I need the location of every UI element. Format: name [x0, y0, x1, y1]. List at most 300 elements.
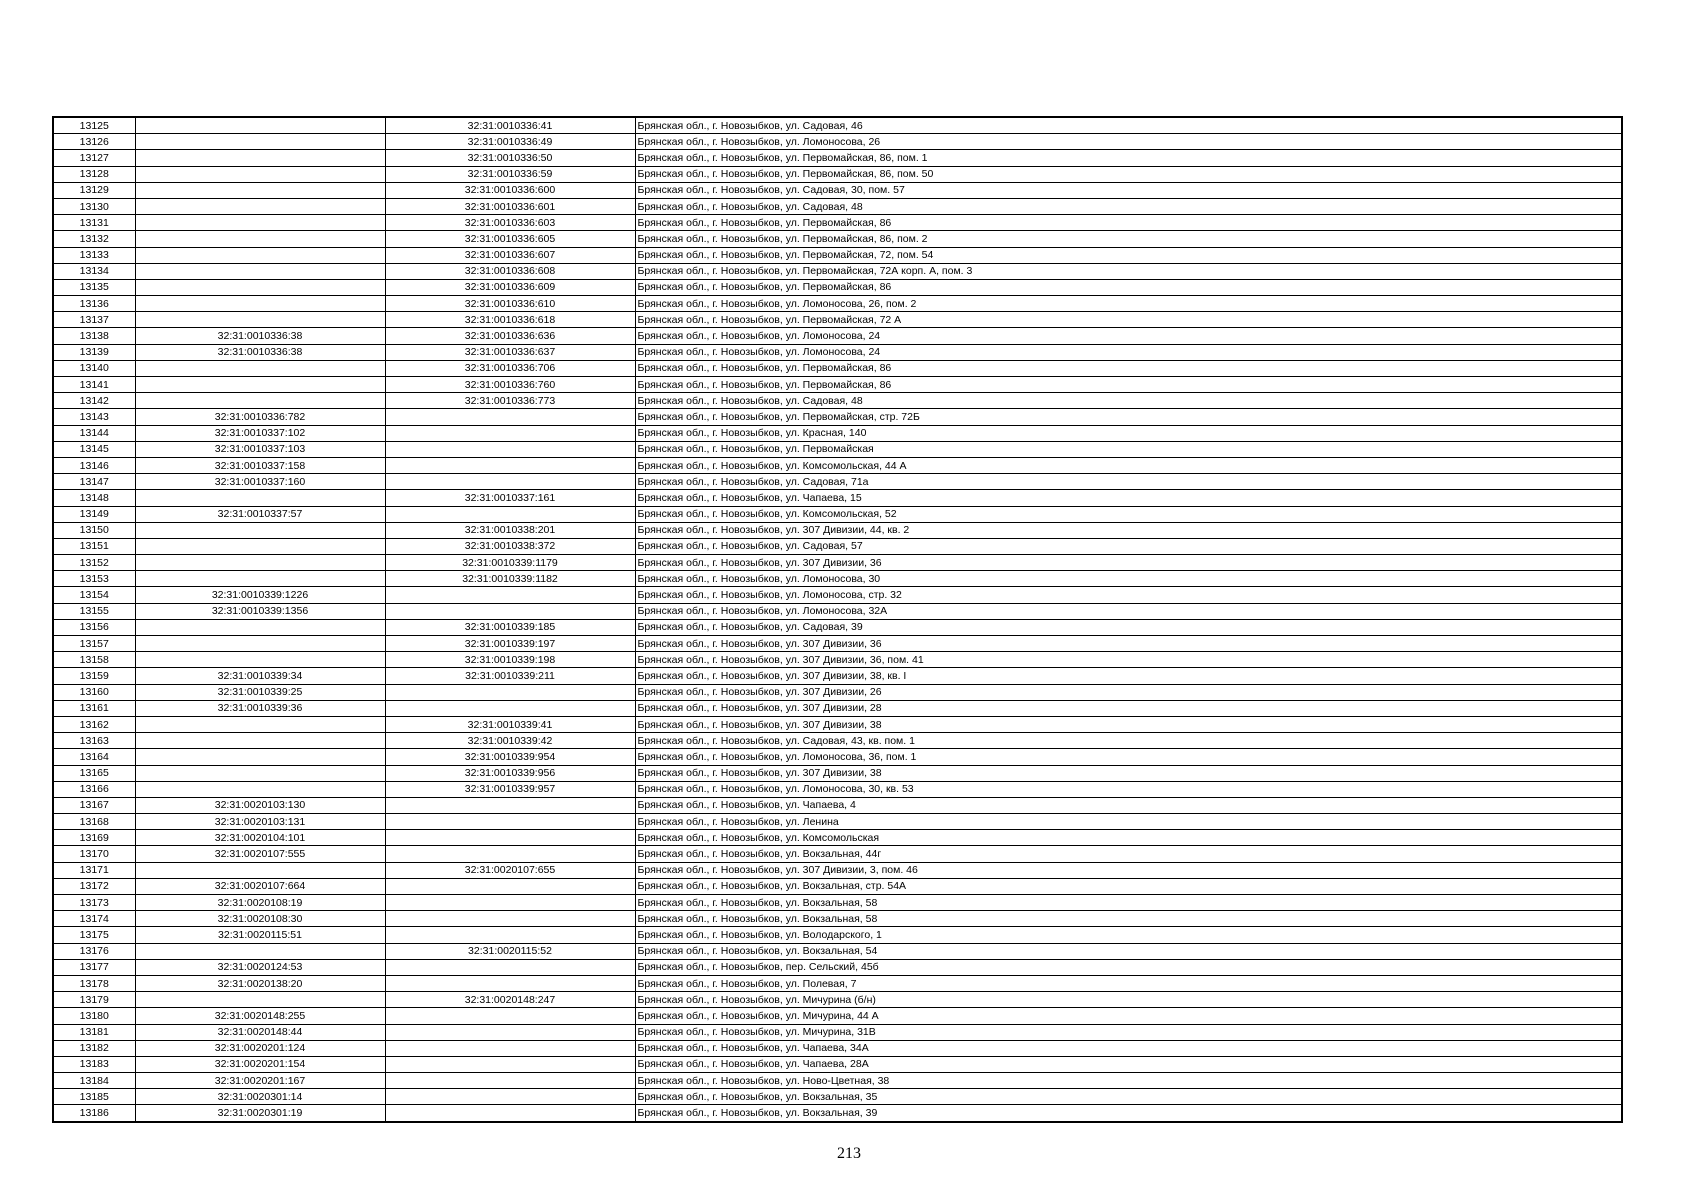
- parcel-cadastral-number-cell: [135, 636, 385, 652]
- parcel-cadastral-number-cell: [135, 619, 385, 635]
- building-cadastral-number-cell: [385, 878, 635, 894]
- address-cell: Брянская обл., г. Новозыбков, ул. Садовая, 48: [635, 393, 1622, 409]
- table-row: [53, 587, 1622, 603]
- building-cadastral-number-cell: 32:31:0010336:636: [385, 328, 635, 344]
- row-number-cell: 13186: [53, 1105, 135, 1122]
- parcel-cadastral-number-cell: [135, 781, 385, 797]
- parcel-cadastral-number-cell: 32:31:0010337:102: [135, 425, 385, 441]
- parcel-cadastral-number-cell: [135, 150, 385, 166]
- parcel-cadastral-number-cell: [135, 522, 385, 538]
- building-cadastral-number-cell: [385, 441, 635, 457]
- parcel-cadastral-number-cell: 32:31:0020148:44: [135, 1024, 385, 1040]
- parcel-cadastral-number-cell: 32:31:0020301:19: [135, 1105, 385, 1122]
- parcel-cadastral-number-cell: 32:31:0020138:20: [135, 975, 385, 991]
- table-row: [53, 668, 1622, 684]
- building-cadastral-number-cell: [385, 474, 635, 490]
- property-table-body: [53, 117, 1622, 1122]
- row-number-cell: 13135: [53, 279, 135, 295]
- table-row: [53, 975, 1622, 991]
- address-cell: Брянская обл., г. Новозыбков, ул. Первомайская, 86: [635, 360, 1622, 376]
- address-cell: Брянская обл., г. Новозыбков, ул. Мичурина, 44 А: [635, 1008, 1622, 1024]
- building-cadastral-number-cell: 32:31:0010336:49: [385, 134, 635, 150]
- table-row: [53, 797, 1622, 813]
- row-number-cell: 13148: [53, 490, 135, 506]
- address-cell: Брянская обл., г. Новозыбков, ул. Садовая, 39: [635, 619, 1622, 635]
- parcel-cadastral-number-cell: [135, 117, 385, 134]
- building-cadastral-number-cell: 32:31:0010339:211: [385, 668, 635, 684]
- address-cell: Брянская обл., г. Новозыбков, ул. 307 Дивизии, 28: [635, 700, 1622, 716]
- table-row: [53, 878, 1622, 894]
- parcel-cadastral-number-cell: 32:31:0010339:1356: [135, 603, 385, 619]
- building-cadastral-number-cell: 32:31:0010339:956: [385, 765, 635, 781]
- address-cell: Брянская обл., г. Новозыбков, ул. Чапаева, 34А: [635, 1040, 1622, 1056]
- building-cadastral-number-cell: 32:31:0010339:42: [385, 733, 635, 749]
- table-row: [53, 457, 1622, 473]
- building-cadastral-number-cell: 32:31:0010336:609: [385, 279, 635, 295]
- parcel-cadastral-number-cell: 32:31:0010337:57: [135, 506, 385, 522]
- parcel-cadastral-number-cell: 32:31:0010337:158: [135, 457, 385, 473]
- table-row: [53, 231, 1622, 247]
- parcel-cadastral-number-cell: [135, 943, 385, 959]
- address-cell: Брянская обл., г. Новозыбков, ул. Первомайская, 72 А: [635, 312, 1622, 328]
- address-cell: Брянская обл., г. Новозыбков, ул. 307 Дивизии, 38: [635, 765, 1622, 781]
- address-cell: Брянская обл., г. Новозыбков, ул. Вокзальная, 58: [635, 911, 1622, 927]
- table-row: [53, 263, 1622, 279]
- parcel-cadastral-number-cell: [135, 765, 385, 781]
- table-row: [53, 247, 1622, 263]
- table-row: [53, 490, 1622, 506]
- row-number-cell: 13173: [53, 895, 135, 911]
- row-number-cell: 13176: [53, 943, 135, 959]
- row-number-cell: 13144: [53, 425, 135, 441]
- address-cell: Брянская обл., г. Новозыбков, ул. Садовая, 48: [635, 198, 1622, 214]
- address-cell: Брянская обл., г. Новозыбков, ул. Ленина: [635, 814, 1622, 830]
- row-number-cell: 13165: [53, 765, 135, 781]
- building-cadastral-number-cell: [385, 797, 635, 813]
- building-cadastral-number-cell: 32:31:0010336:600: [385, 182, 635, 198]
- row-number-cell: 13141: [53, 377, 135, 393]
- row-number-cell: 13178: [53, 975, 135, 991]
- building-cadastral-number-cell: [385, 684, 635, 700]
- parcel-cadastral-number-cell: 32:31:0020104:101: [135, 830, 385, 846]
- table-row: [53, 377, 1622, 393]
- row-number-cell: 13145: [53, 441, 135, 457]
- address-cell: Брянская обл., г. Новозыбков, ул. Садовая, 46: [635, 117, 1622, 134]
- building-cadastral-number-cell: 32:31:0010336:760: [385, 377, 635, 393]
- address-cell: Брянская обл., г. Новозыбков, ул. 307 Дивизии, 44, кв. 2: [635, 522, 1622, 538]
- parcel-cadastral-number-cell: 32:31:0020108:19: [135, 895, 385, 911]
- row-number-cell: 13159: [53, 668, 135, 684]
- table-row: [53, 619, 1622, 635]
- parcel-cadastral-number-cell: 32:31:0010336:38: [135, 344, 385, 360]
- address-cell: Брянская обл., г. Новозыбков, ул. Первомайская, 86: [635, 279, 1622, 295]
- address-cell: Брянская обл., г. Новозыбков, ул. Садовая, 30, пом. 57: [635, 182, 1622, 198]
- table-row: [53, 862, 1622, 878]
- address-cell: Брянская обл., г. Новозыбков, ул. Ломоносова, 24: [635, 344, 1622, 360]
- address-cell: Брянская обл., г. Новозыбков, ул. 307 Дивизии, 36, пом. 41: [635, 652, 1622, 668]
- parcel-cadastral-number-cell: [135, 571, 385, 587]
- building-cadastral-number-cell: 32:31:0020115:52: [385, 943, 635, 959]
- table-row: [53, 360, 1622, 376]
- table-row: [53, 959, 1622, 975]
- table-row: [53, 198, 1622, 214]
- building-cadastral-number-cell: 32:31:0010336:608: [385, 263, 635, 279]
- table-row: [53, 684, 1622, 700]
- address-cell: Брянская обл., г. Новозыбков, ул. Садовая, 43, кв. пом. 1: [635, 733, 1622, 749]
- row-number-cell: 13139: [53, 344, 135, 360]
- address-cell: Брянская обл., г. Новозыбков, ул. Мичурина (б/н): [635, 992, 1622, 1008]
- property-table: [52, 116, 1623, 1123]
- table-row: [53, 992, 1622, 1008]
- parcel-cadastral-number-cell: 32:31:0020148:255: [135, 1008, 385, 1024]
- table-row: [53, 571, 1622, 587]
- row-number-cell: 13157: [53, 636, 135, 652]
- table-row: [53, 830, 1622, 846]
- building-cadastral-number-cell: 32:31:0010336:50: [385, 150, 635, 166]
- building-cadastral-number-cell: 32:31:0020148:247: [385, 992, 635, 1008]
- address-cell: Брянская обл., г. Новозыбков, ул. Ново-Цветная, 38: [635, 1073, 1622, 1089]
- parcel-cadastral-number-cell: 32:31:0020115:51: [135, 927, 385, 943]
- address-cell: Брянская обл., г. Новозыбков, ул. Мичурина, 31В: [635, 1024, 1622, 1040]
- building-cadastral-number-cell: 32:31:0010336:607: [385, 247, 635, 263]
- building-cadastral-number-cell: 32:31:0010336:59: [385, 166, 635, 182]
- building-cadastral-number-cell: 32:31:0010338:372: [385, 538, 635, 554]
- address-cell: Брянская обл., г. Новозыбков, ул. Садовая, 57: [635, 538, 1622, 554]
- row-number-cell: 13153: [53, 571, 135, 587]
- row-number-cell: 13140: [53, 360, 135, 376]
- parcel-cadastral-number-cell: [135, 198, 385, 214]
- row-number-cell: 13138: [53, 328, 135, 344]
- building-cadastral-number-cell: 32:31:0010336:637: [385, 344, 635, 360]
- address-cell: Брянская обл., г. Новозыбков, ул. Первомайская, 86, пом. 1: [635, 150, 1622, 166]
- building-cadastral-number-cell: [385, 830, 635, 846]
- parcel-cadastral-number-cell: [135, 490, 385, 506]
- building-cadastral-number-cell: [385, 911, 635, 927]
- building-cadastral-number-cell: [385, 1040, 635, 1056]
- address-cell: Брянская обл., г. Новозыбков, ул. Ломоносова, 32А: [635, 603, 1622, 619]
- address-cell: Брянская обл., г. Новозыбков, ул. Вокзальная, 54: [635, 943, 1622, 959]
- table-row: [53, 652, 1622, 668]
- address-cell: Брянская обл., г. Новозыбков, ул. 307 Дивизии, 38: [635, 716, 1622, 732]
- row-number-cell: 13151: [53, 538, 135, 554]
- parcel-cadastral-number-cell: [135, 279, 385, 295]
- table-row: [53, 927, 1622, 943]
- table-row: [53, 1073, 1622, 1089]
- address-cell: Брянская обл., г. Новозыбков, ул. Вокзальная, 58: [635, 895, 1622, 911]
- row-number-cell: 13133: [53, 247, 135, 263]
- parcel-cadastral-number-cell: [135, 215, 385, 231]
- row-number-cell: 13155: [53, 603, 135, 619]
- address-cell: Брянская обл., г. Новозыбков, ул. Первомайская, 86: [635, 215, 1622, 231]
- building-cadastral-number-cell: 32:31:0010336:41: [385, 117, 635, 134]
- table-row: [53, 117, 1622, 134]
- building-cadastral-number-cell: [385, 1089, 635, 1105]
- table-row: [53, 895, 1622, 911]
- table-row: [53, 749, 1622, 765]
- address-cell: Брянская обл., г. Новозыбков, ул. 307 Дивизии, 38, кв. I: [635, 668, 1622, 684]
- parcel-cadastral-number-cell: 32:31:0020201:167: [135, 1073, 385, 1089]
- building-cadastral-number-cell: 32:31:0010339:198: [385, 652, 635, 668]
- building-cadastral-number-cell: [385, 975, 635, 991]
- parcel-cadastral-number-cell: 32:31:0010337:103: [135, 441, 385, 457]
- row-number-cell: 13170: [53, 846, 135, 862]
- row-number-cell: 13160: [53, 684, 135, 700]
- row-number-cell: 13149: [53, 506, 135, 522]
- building-cadastral-number-cell: [385, 895, 635, 911]
- row-number-cell: 13156: [53, 619, 135, 635]
- parcel-cadastral-number-cell: [135, 134, 385, 150]
- building-cadastral-number-cell: 32:31:0010339:185: [385, 619, 635, 635]
- row-number-cell: 13163: [53, 733, 135, 749]
- table-row: [53, 425, 1622, 441]
- parcel-cadastral-number-cell: 32:31:0010336:38: [135, 328, 385, 344]
- row-number-cell: 13167: [53, 797, 135, 813]
- address-cell: Брянская обл., г. Новозыбков, ул. 307 Дивизии, 3, пом. 46: [635, 862, 1622, 878]
- parcel-cadastral-number-cell: 32:31:0010339:36: [135, 700, 385, 716]
- table-row: [53, 765, 1622, 781]
- table-row: [53, 166, 1622, 182]
- building-cadastral-number-cell: 32:31:0010339:1182: [385, 571, 635, 587]
- parcel-cadastral-number-cell: 32:31:0020107:664: [135, 878, 385, 894]
- row-number-cell: 13143: [53, 409, 135, 425]
- table-row: [53, 781, 1622, 797]
- address-cell: Брянская обл., г. Новозыбков, ул. Чапаева, 4: [635, 797, 1622, 813]
- row-number-cell: 13158: [53, 652, 135, 668]
- parcel-cadastral-number-cell: 32:31:0020107:555: [135, 846, 385, 862]
- parcel-cadastral-number-cell: 32:31:0020103:131: [135, 814, 385, 830]
- parcel-cadastral-number-cell: 32:31:0010337:160: [135, 474, 385, 490]
- building-cadastral-number-cell: 32:31:0010339:197: [385, 636, 635, 652]
- address-cell: Брянская обл., г. Новозыбков, ул. Ломоносова, 26, пом. 2: [635, 296, 1622, 312]
- address-cell: Брянская обл., г. Новозыбков, ул. Комсомольская, 44 А: [635, 457, 1622, 473]
- row-number-cell: 13172: [53, 878, 135, 894]
- parcel-cadastral-number-cell: [135, 377, 385, 393]
- row-number-cell: 13132: [53, 231, 135, 247]
- table-row: [53, 182, 1622, 198]
- row-number-cell: 13162: [53, 716, 135, 732]
- row-number-cell: 13150: [53, 522, 135, 538]
- address-cell: Брянская обл., г. Новозыбков, пер. Сельский, 45б: [635, 959, 1622, 975]
- address-cell: Брянская обл., г. Новозыбков, ул. Красная, 140: [635, 425, 1622, 441]
- building-cadastral-number-cell: [385, 425, 635, 441]
- building-cadastral-number-cell: [385, 1056, 635, 1072]
- parcel-cadastral-number-cell: 32:31:0020201:154: [135, 1056, 385, 1072]
- table-row: [53, 312, 1622, 328]
- table-row: [53, 538, 1622, 554]
- address-cell: Брянская обл., г. Новозыбков, ул. Ломоносова, 26: [635, 134, 1622, 150]
- row-number-cell: 13136: [53, 296, 135, 312]
- building-cadastral-number-cell: 32:31:0010339:41: [385, 716, 635, 732]
- table-row: [53, 603, 1622, 619]
- table-row: [53, 1024, 1622, 1040]
- address-cell: Брянская обл., г. Новозыбков, ул. Ломоносова, 30, кв. 53: [635, 781, 1622, 797]
- building-cadastral-number-cell: [385, 814, 635, 830]
- parcel-cadastral-number-cell: 32:31:0020103:130: [135, 797, 385, 813]
- building-cadastral-number-cell: [385, 457, 635, 473]
- building-cadastral-number-cell: [385, 927, 635, 943]
- parcel-cadastral-number-cell: [135, 182, 385, 198]
- parcel-cadastral-number-cell: [135, 231, 385, 247]
- parcel-cadastral-number-cell: 32:31:0020108:30: [135, 911, 385, 927]
- parcel-cadastral-number-cell: 32:31:0020124:53: [135, 959, 385, 975]
- address-cell: Брянская обл., г. Новозыбков, ул. Первомайская, 86: [635, 377, 1622, 393]
- table-row: [53, 344, 1622, 360]
- address-cell: Брянская обл., г. Новозыбков, ул. Ломоносова, 24: [635, 328, 1622, 344]
- parcel-cadastral-number-cell: [135, 749, 385, 765]
- address-cell: Брянская обл., г. Новозыбков, ул. Комсомольская: [635, 830, 1622, 846]
- building-cadastral-number-cell: [385, 587, 635, 603]
- parcel-cadastral-number-cell: [135, 716, 385, 732]
- building-cadastral-number-cell: 32:31:0010337:161: [385, 490, 635, 506]
- address-cell: Брянская обл., г. Новозыбков, ул. Первомайская: [635, 441, 1622, 457]
- building-cadastral-number-cell: [385, 603, 635, 619]
- table-row: [53, 296, 1622, 312]
- building-cadastral-number-cell: 32:31:0010339:957: [385, 781, 635, 797]
- table-row: [53, 441, 1622, 457]
- address-cell: Брянская обл., г. Новозыбков, ул. Первомайская, стр. 72Б: [635, 409, 1622, 425]
- row-number-cell: 13142: [53, 393, 135, 409]
- parcel-cadastral-number-cell: [135, 263, 385, 279]
- row-number-cell: 13137: [53, 312, 135, 328]
- parcel-cadastral-number-cell: 32:31:0020201:124: [135, 1040, 385, 1056]
- row-number-cell: 13183: [53, 1056, 135, 1072]
- address-cell: Брянская обл., г. Новозыбков, ул. Первомайская, 86, пом. 50: [635, 166, 1622, 182]
- row-number-cell: 13180: [53, 1008, 135, 1024]
- row-number-cell: 13164: [53, 749, 135, 765]
- table-row: [53, 150, 1622, 166]
- table-row: [53, 814, 1622, 830]
- building-cadastral-number-cell: 32:31:0010336:605: [385, 231, 635, 247]
- row-number-cell: 13127: [53, 150, 135, 166]
- parcel-cadastral-number-cell: [135, 247, 385, 263]
- parcel-cadastral-number-cell: [135, 296, 385, 312]
- building-cadastral-number-cell: 32:31:0010338:201: [385, 522, 635, 538]
- row-number-cell: 13134: [53, 263, 135, 279]
- building-cadastral-number-cell: 32:31:0010336:610: [385, 296, 635, 312]
- address-cell: Брянская обл., г. Новозыбков, ул. 307 Дивизии, 36: [635, 636, 1622, 652]
- parcel-cadastral-number-cell: 32:31:0010339:34: [135, 668, 385, 684]
- address-cell: Брянская обл., г. Новозыбков, ул. Садовая, 71а: [635, 474, 1622, 490]
- address-cell: Брянская обл., г. Новозыбков, ул. Ломоносова, 36, пом. 1: [635, 749, 1622, 765]
- building-cadastral-number-cell: 32:31:0010336:773: [385, 393, 635, 409]
- building-cadastral-number-cell: [385, 846, 635, 862]
- row-number-cell: 13169: [53, 830, 135, 846]
- row-number-cell: 13131: [53, 215, 135, 231]
- table-row: [53, 279, 1622, 295]
- address-cell: Брянская обл., г. Новозыбков, ул. 307 Дивизии, 26: [635, 684, 1622, 700]
- row-number-cell: 13181: [53, 1024, 135, 1040]
- building-cadastral-number-cell: [385, 1024, 635, 1040]
- row-number-cell: 13175: [53, 927, 135, 943]
- address-cell: Брянская обл., г. Новозыбков, ул. Комсомольская, 52: [635, 506, 1622, 522]
- table-row: [53, 636, 1622, 652]
- address-cell: Брянская обл., г. Новозыбков, ул. Первомайская, 86, пом. 2: [635, 231, 1622, 247]
- table-row: [53, 911, 1622, 927]
- address-cell: Брянская обл., г. Новозыбков, ул. Чапаева, 15: [635, 490, 1622, 506]
- row-number-cell: 13182: [53, 1040, 135, 1056]
- page-number: 213: [837, 1145, 861, 1162]
- building-cadastral-number-cell: 32:31:0010336:601: [385, 198, 635, 214]
- row-number-cell: 13125: [53, 117, 135, 134]
- parcel-cadastral-number-cell: [135, 555, 385, 571]
- address-cell: Брянская обл., г. Новозыбков, ул. 307 Дивизии, 36: [635, 555, 1622, 571]
- table-row: [53, 700, 1622, 716]
- row-number-cell: 13128: [53, 166, 135, 182]
- parcel-cadastral-number-cell: 32:31:0020301:14: [135, 1089, 385, 1105]
- row-number-cell: 13126: [53, 134, 135, 150]
- row-number-cell: 13174: [53, 911, 135, 927]
- row-number-cell: 13146: [53, 457, 135, 473]
- row-number-cell: 13185: [53, 1089, 135, 1105]
- table-row: [53, 328, 1622, 344]
- row-number-cell: 13161: [53, 700, 135, 716]
- building-cadastral-number-cell: 32:31:0010336:603: [385, 215, 635, 231]
- row-number-cell: 13177: [53, 959, 135, 975]
- table-row: [53, 716, 1622, 732]
- table-row: [53, 522, 1622, 538]
- table-row: [53, 409, 1622, 425]
- table-row: [53, 474, 1622, 490]
- building-cadastral-number-cell: 32:31:0010336:706: [385, 360, 635, 376]
- table-row: [53, 134, 1622, 150]
- parcel-cadastral-number-cell: [135, 166, 385, 182]
- address-cell: Брянская обл., г. Новозыбков, ул. Вокзальная, 39: [635, 1105, 1622, 1122]
- row-number-cell: 13129: [53, 182, 135, 198]
- row-number-cell: 13166: [53, 781, 135, 797]
- building-cadastral-number-cell: [385, 1105, 635, 1122]
- address-cell: Брянская обл., г. Новозыбков, ул. Чапаева, 28А: [635, 1056, 1622, 1072]
- address-cell: Брянская обл., г. Новозыбков, ул. Вокзальная, 35: [635, 1089, 1622, 1105]
- table-row: [53, 555, 1622, 571]
- building-cadastral-number-cell: 32:31:0010336:618: [385, 312, 635, 328]
- building-cadastral-number-cell: 32:31:0010339:954: [385, 749, 635, 765]
- row-number-cell: 13184: [53, 1073, 135, 1089]
- parcel-cadastral-number-cell: [135, 393, 385, 409]
- building-cadastral-number-cell: 32:31:0010339:1179: [385, 555, 635, 571]
- parcel-cadastral-number-cell: [135, 360, 385, 376]
- address-cell: Брянская обл., г. Новозыбков, ул. Вокзальная, 44г: [635, 846, 1622, 862]
- parcel-cadastral-number-cell: [135, 992, 385, 1008]
- address-cell: Брянская обл., г. Новозыбков, ул. Вокзальная, стр. 54А: [635, 878, 1622, 894]
- address-cell: Брянская обл., г. Новозыбков, ул. Первомайская, 72А корп. А, пом. 3: [635, 263, 1622, 279]
- parcel-cadastral-number-cell: [135, 862, 385, 878]
- address-cell: Брянская обл., г. Новозыбков, ул. Ломоносова, 30: [635, 571, 1622, 587]
- parcel-cadastral-number-cell: 32:31:0010336:782: [135, 409, 385, 425]
- row-number-cell: 13130: [53, 198, 135, 214]
- parcel-cadastral-number-cell: 32:31:0010339:25: [135, 684, 385, 700]
- row-number-cell: 13168: [53, 814, 135, 830]
- building-cadastral-number-cell: [385, 959, 635, 975]
- address-cell: Брянская обл., г. Новозыбков, ул. Володарского, 1: [635, 927, 1622, 943]
- table-row: [53, 215, 1622, 231]
- table-row: [53, 506, 1622, 522]
- table-row: [53, 393, 1622, 409]
- table-row: [53, 733, 1622, 749]
- building-cadastral-number-cell: [385, 409, 635, 425]
- building-cadastral-number-cell: [385, 1008, 635, 1024]
- row-number-cell: 13179: [53, 992, 135, 1008]
- table-row: [53, 1040, 1622, 1056]
- table-row: [53, 1008, 1622, 1024]
- address-cell: Брянская обл., г. Новозыбков, ул. Первомайская, 72, пом. 54: [635, 247, 1622, 263]
- row-number-cell: 13152: [53, 555, 135, 571]
- building-cadastral-number-cell: [385, 1073, 635, 1089]
- row-number-cell: 13171: [53, 862, 135, 878]
- row-number-cell: 13147: [53, 474, 135, 490]
- building-cadastral-number-cell: [385, 506, 635, 522]
- address-cell: Брянская обл., г. Новозыбков, ул. Полевая, 7: [635, 975, 1622, 991]
- parcel-cadastral-number-cell: [135, 538, 385, 554]
